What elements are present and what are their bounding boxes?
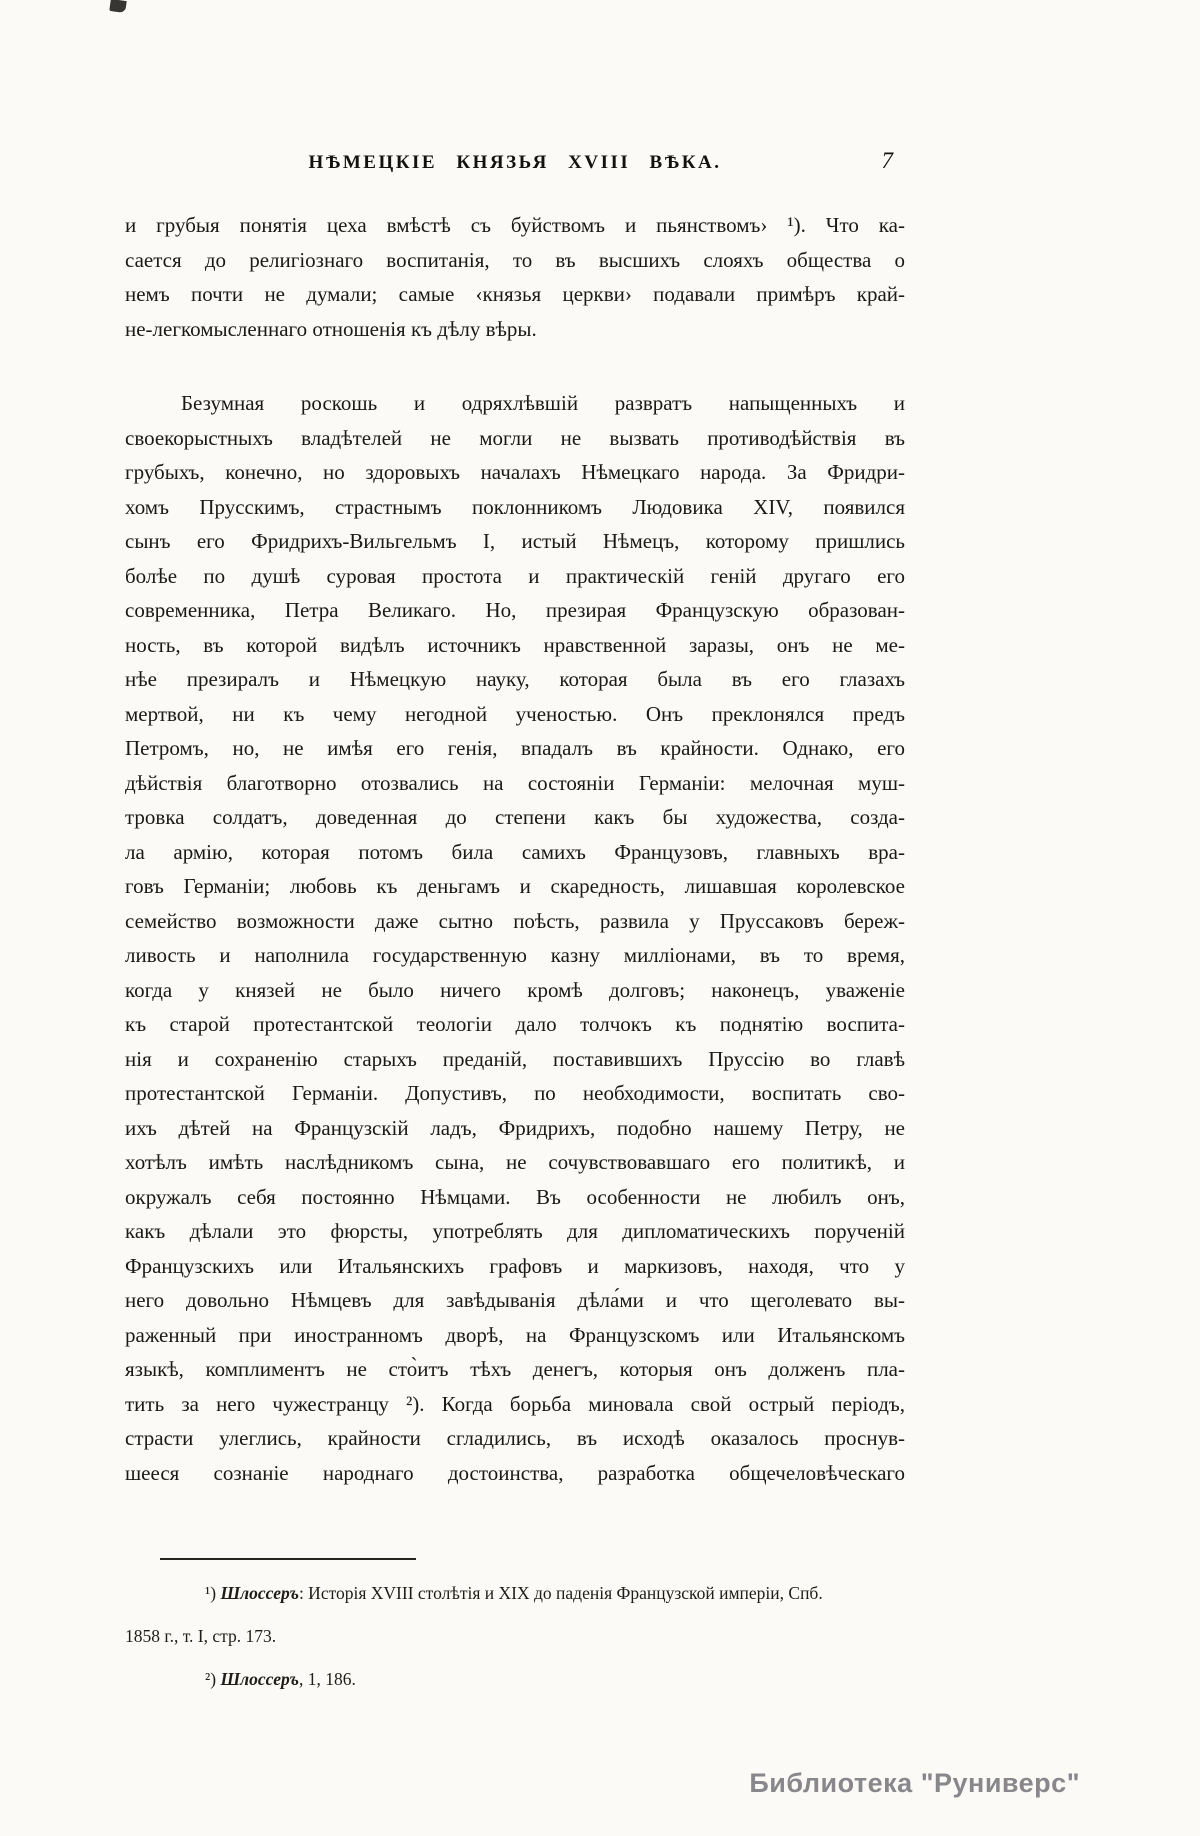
paragraph: [125, 386, 905, 1490]
text-line: нѣе презиралъ и Нѣмецкую науку, которая была въ его глазахъ: [125, 667, 905, 691]
text-line: Французскихъ или Итальянскихъ графовъ и маркизовъ, находя, что у: [125, 1253, 905, 1278]
library-watermark: Библиотека "Руниверс": [749, 1768, 1080, 1798]
footnote-text: 1858 г., т. I, стр. 173.: [125, 1626, 277, 1646]
text-line: когда у князей не было ничего кромѣ долговъ; наконецъ, уваженіе: [125, 977, 905, 1002]
paragraph: [125, 208, 905, 346]
text-line: ность, въ которой видѣлъ источникъ нравственной заразы, онъ не ме-: [125, 632, 905, 657]
text-line: Петромъ, но, не имѣя его генія, впадалъ въ крайности. Однако, его: [125, 736, 905, 760]
text-line: протестантской Германіи. Допустивъ, по необходимости, воспитать сво-: [125, 1081, 905, 1105]
text-line: говъ Германіи; любовь къ деньгамъ и скаредность, лишавшая королевское: [125, 874, 905, 898]
text-line: современника, Петра Великаго. Но, презирая Французскую образован-: [125, 598, 905, 622]
text-line: ихъ дѣтей на Французскій ладъ, Фридрихъ, подобно нашему Петру, не: [125, 1115, 905, 1140]
footnote-author: Шлоссеръ: [220, 1583, 299, 1603]
text-line: ла армію, которая потомъ била самихъ Французовъ, главныхъ вра-: [125, 839, 905, 864]
text-line: сынъ его Фридрихъ-Вильгельмъ I, истый Нѣмецъ, которому пришлись: [125, 529, 905, 553]
text-line: немъ почти не думали; самые ‹князья церкви› подавали примѣръ край-: [125, 282, 905, 306]
scan-artifact: [109, 0, 127, 13]
footnote-marker: ²): [205, 1669, 221, 1689]
text-line: языкѣ, комплиментъ не сто̀итъ тѣхъ денегъ, которыя онъ долженъ пла-: [125, 1357, 905, 1381]
text-line: дѣйствія благотворно отозвались на состояніи Германіи: мелочная муш-: [125, 770, 905, 795]
text-line: не-легкомысленнаго отношенія къ дѣлу вѣры.: [125, 316, 537, 341]
text-line: раженный при иностранномъ дворѣ, на Французскомъ или Итальянскомъ: [125, 1322, 905, 1347]
text-line: него довольно Нѣмцевъ для завѣдыванія дѣла́ми и что щеголевато вы-: [125, 1288, 905, 1312]
footnote-text: , 1, 186.: [298, 1669, 356, 1689]
text-line: нія и сохраненію старыхъ преданій, поставившихъ Пруссію во главѣ: [125, 1046, 905, 1071]
text-line: сается до религіознаго воспитанія, то въ высшихъ слояхъ общества о: [125, 247, 905, 272]
text-line: хомъ Прусскимъ, страстнымъ поклонникомъ Людовика XIV, появился: [125, 494, 905, 519]
text-line: грубыхъ, конечно, но здоровыхъ началахъ Нѣмецкаго народа. За Фридри-: [125, 460, 905, 484]
footnotes: [125, 1572, 915, 1701]
footnote-separator: [160, 1558, 416, 1560]
text-line: шееся сознаніе народнаго достоинства, разработка общечеловѣческаго: [125, 1460, 905, 1485]
text-line: Безумная роскошь и одряхлѣвшій развратъ напыщенныхъ и: [181, 391, 905, 415]
footnote-line: [125, 1658, 915, 1701]
body-text: [125, 208, 905, 1490]
footnote-author: Шлоссеръ: [220, 1669, 299, 1689]
text-line: хотѣлъ имѣть наслѣдникомъ сына, не сочувствовавшаго его политикѣ, и: [125, 1150, 905, 1174]
text-line: тить за него чужестранцу ²). Когда борьба миновала свой острый періодъ,: [125, 1391, 905, 1416]
footnote-line: [125, 1615, 915, 1658]
page-number: 7: [881, 148, 893, 173]
text-line: къ старой протестантской теологіи дало толчокъ къ поднятію воспита-: [125, 1012, 905, 1036]
text-line: ливость и наполнила государственную казну милліонами, въ то время,: [125, 943, 905, 967]
text-line: окружалъ себя постоянно Нѣмцами. Въ особенности не любилъ онъ,: [125, 1184, 905, 1209]
text-line: мертвой, ни къ чему негодной ученостью. Онъ преклонялся предъ: [125, 701, 905, 726]
running-head: [125, 148, 905, 186]
text-line: какъ дѣлали это фюрсты, употреблять для дипломатическихъ порученій: [125, 1219, 905, 1243]
page-title: НѢМЕЦКІЕ КНЯЗЬЯ XVIII ВѢКА.: [308, 152, 722, 173]
text-line: семейство возможности даже сытно поѣсть, развила у Пруссаковъ береж-: [125, 908, 905, 933]
text-line: страсти улеглись, крайности сгладились, въ исходѣ оказалось проснув-: [125, 1426, 905, 1450]
footnote-marker: ¹): [205, 1583, 221, 1603]
footnote-text: : Исторія XVIII столѣтія и XIX до паденія Французской имперіи, Спб.: [298, 1583, 823, 1603]
footnote-line: [125, 1572, 915, 1615]
text-line: болѣе по душѣ суровая простота и практическій геній другаго его: [125, 563, 905, 588]
text-line: своекорыстныхъ владѣтелей не могли не вызвать противодѣйствія въ: [125, 425, 905, 450]
text-line: тровка солдатъ, доведенная до степени какъ бы художества, созда-: [125, 805, 905, 829]
text-line: и грубыя понятія цеха вмѣстѣ съ буйствомъ и пьянствомъ› ¹). Что ка-: [125, 213, 905, 237]
